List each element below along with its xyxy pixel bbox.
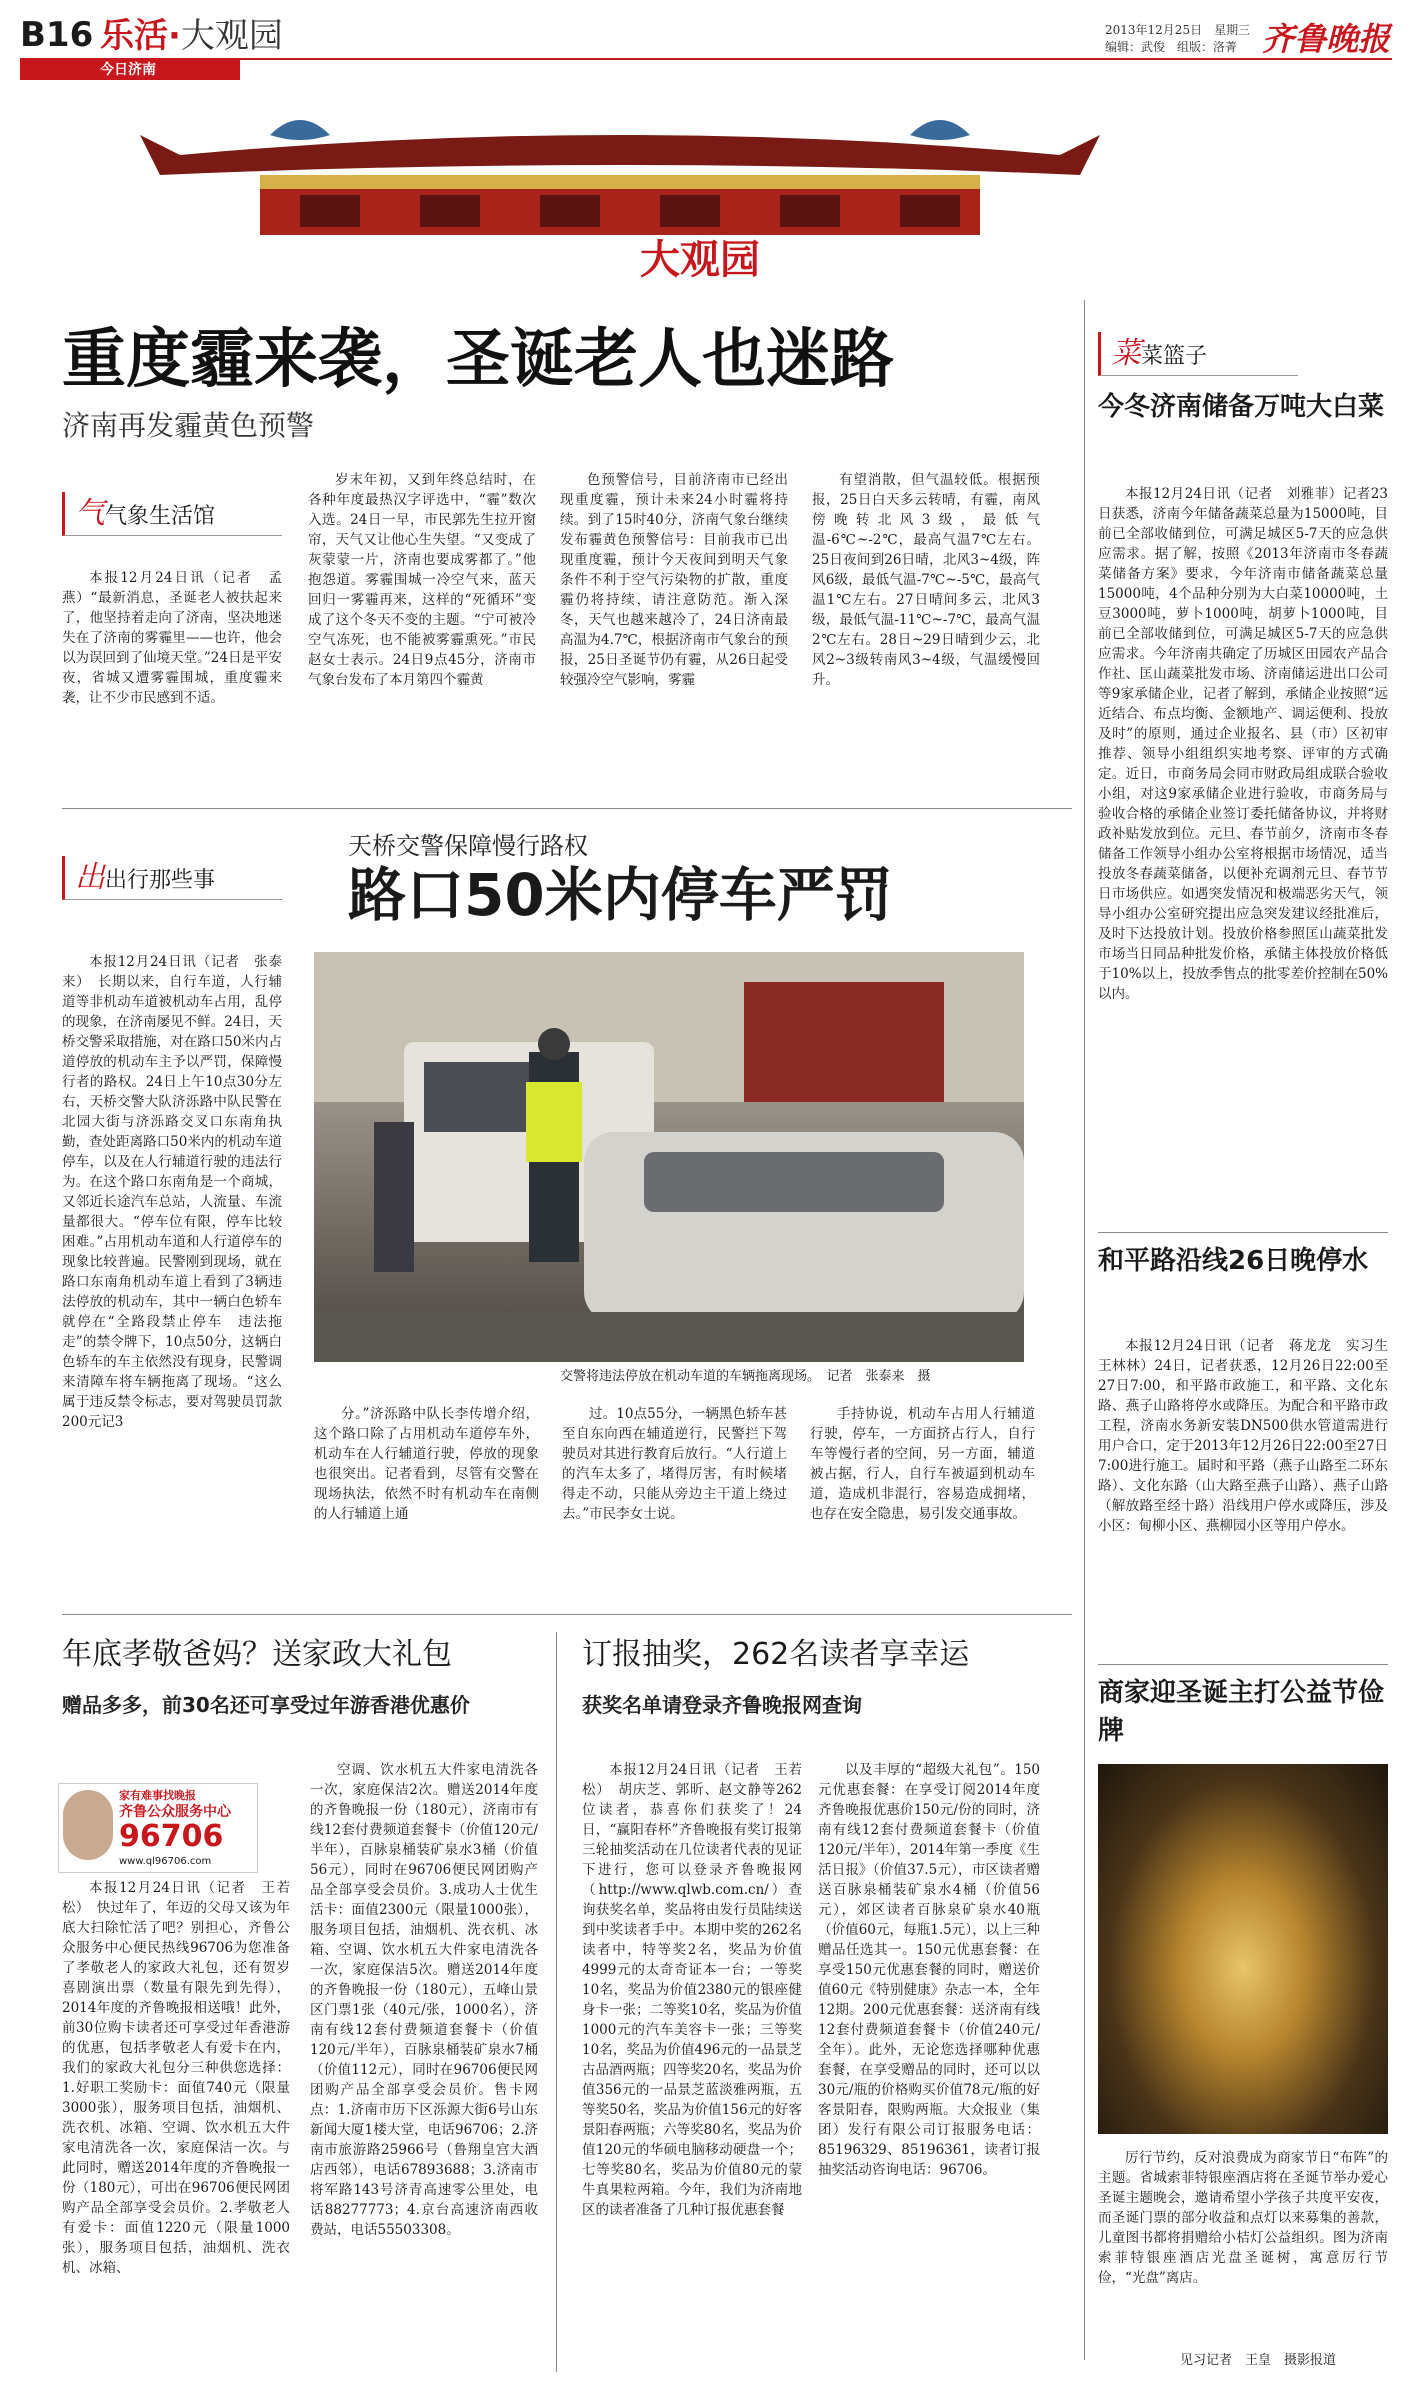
lottery-col-2: 以及丰厚的“超级大礼包”。150元优惠套餐：在享受订阅2014年度齐鲁晚报优惠价150元/份的同时，济南有线12套付费频道套餐卡（价值120元/半年），2014年第一季度《生活日报》（价值37.5元），市区读者赠送百脉泉桶装矿泉水4桶（价值56元），郊区读者百脉泉矿泉水40瓶（价值60元，每瓶1.5元），以上三种赠品任选其一。150元优惠套餐：在享受150元优惠套餐的同时，赠送价值60元《特别健康》杂志一本，全年12期。200元优惠套餐：送济南有线12套付费频道套餐卡（价值240元/全年）。此外，无论您选择哪种优惠套餐，在享受赠品的同时，还可以以30元/瓶的价格购买价值78元/瓶的好客景阳春，限购两瓶。大众报业（集团）发行有限公司订报服务电话：85196329、85196361，读者订报抽奖活动咨询电话：96706。 (818, 1762, 1040, 2178)
newspaper-logo: 齐鲁晚报 (1262, 20, 1391, 58)
hotline-avatar (63, 1790, 113, 1860)
main-col-3: 色预警信号，目前济南市已经出现重度霾，预计未来24小时霾将持续。到了15时40分，济南气象台继续发布霾黄色预警信号：目前我市已出现重度霾，预计今天夜间到明天气象条件不利于空气污染物的扩散，重度霾仍将持续，请注意防范。渐入深冬，天气也越来越冷了，24日济南最高温为4.7℃，根据济南市气象台的预报，25日圣诞节仍有霾，从26日起受较强冷空气影响，雾霾 (560, 472, 788, 688)
badge-url: www.ql96706.com (119, 1856, 212, 1867)
gift-lottery-divider (556, 1632, 557, 2372)
tow-truck-photo (314, 952, 1024, 1362)
main-subhead: 济南再发霾黄色预警 (62, 409, 315, 442)
sidebar-column-label: 菜菜篮子 (1098, 332, 1298, 376)
sidebar-story1-title: 今冬济南储备万吨大白菜 (1098, 392, 1385, 422)
christmas-tree-photo (1098, 1764, 1388, 2134)
traffic-column-label: 出出行那些事 (62, 856, 282, 900)
sidebar-story2-body: 本报12月24日讯（记者 蒋龙龙 实习生 王林林）24日，记者获悉，12月26日22:00至27日7:00，和平路市政施工，和平路、文化东路、燕子山路将停水或降压。为配合和平路市政工程，济南水务新安装DN500供水管道需进行用户合口，定于2013年12月26日22:00至27日7:00进行施工。届时和平路（燕子山路至二环东路）、文化东路（山大路至燕子山路）、燕子山路（解放路至经十路）沿线用户停水或降压，涉及小区：甸柳小区、燕柳园小区等用户停水。 (1098, 1338, 1402, 1534)
sidebar-story3-title: 商家迎圣诞主打公益节俭牌 (1098, 1678, 1385, 1746)
traffic-photo-caption: 交警将违法停放在机动车道的车辆拖离现场。 记者 张泰来 摄 (560, 1369, 931, 1384)
sidebar-divider (1084, 300, 1085, 2360)
editor-credit: 编辑：武俊 组版：洛菁 (1105, 40, 1238, 54)
traffic-headline: 路口50米内停车严罚 (348, 861, 893, 929)
hotline-badge (58, 1783, 258, 1873)
weather-column-label: 气气象生活馆 (62, 492, 282, 536)
banner-title: 大观园 (640, 236, 760, 283)
traffic-col-3: 过。10点55分，一辆黑色轿车甚至自东向西在辅道逆行，民警拦下驾驶员对其进行教育后放行。“人行道上的汽车太多了，堵得厉害，有时候堵得走不动，只能从旁边主干道上绕过去。”市民李女士说。 (562, 1406, 787, 1522)
main-col-4: 有望消散，但气温较低。根据预报，25日白天多云转晴，有霾，南风傍晚转北风3级，最低气温-6℃~-2℃，最高气温7℃左右。25日夜间到26日晴，北风3~4级，阵风6级，最低气温-7℃~-5℃，最高气温1℃左右。27日晴间多云，北风3级，最低气温-11℃~-7℃，最高气温2℃左右。28日~29日晴到少云，北风2~3级转南风3~4级，气温缓慢回升。 (812, 472, 1040, 688)
section-rule (62, 808, 1072, 809)
header-info (1105, 22, 1250, 56)
section-rule (62, 1614, 1072, 1615)
tow-truck-scene (314, 952, 1024, 1362)
sidebar-rule (1098, 1664, 1388, 1665)
sidebar-story1-body: 本报12月24日讯（记者 刘雅菲）记者23日获悉，济南今年储备蔬菜总量为15000吨，目前已全部收储到位，可满足城区5-7天的应急供应需求。据了解，按照《2013年济南市冬春蔬菜储备方案》要求，今年济南市储备蔬菜总量15000吨，4个品种分别为大白菜10000吨，土豆3000吨，萝卜1000吨，胡萝卜1000吨，目前已全部收储到位，可满足城区5-7天的应急供应需求。今年济南共确定了历城区田园农产品合作社、匡山蔬菜批发市场、济南储运进出口公司等9家承储企业，记者了解到，承储企业按照“远近结合、布点均衡、金额地产、调运便利、投放及时”的原则，通过企业报名、县（市）区初审推荐、领导小组组织实地考察、评审的方式确定。近日，市商务局会同市财政局组成联合验收小组，对这9家承储企业进行验收，市商务局与验收合格的承储企业签订委托储备协议，并将财政补贴发放到位。元旦、春节前夕，济南市冬春储备工作领导小组办公室将根据市场情况，适当投放冬春蔬菜储备，以便补充调剂元旦、春节节日市场供应。如遇突发情况和极端恶劣天气，领导小组办公室研究提出应急突发建议经批准后，及时下达投放计划。投放价格参照匡山蔬菜批发市场当日同品种批发价格，承储主体投放价格低于10%以上，投放季售点的批零差价控制在50%以内。 (1098, 486, 1388, 1002)
traffic-col-2: 分。”济泺路中队长李传增介绍，这个路口除了占用机动车道停车外，机动车在人行辅道行驶，停放的现象也很突出。记者看到，尽管有交警在现场执法，依然不时有机动车在南侧的人行辅道上通 (314, 1406, 539, 1522)
gift-headline: 年底孝敬爸妈？送家政大礼包 (62, 1637, 452, 1672)
main-col-2: 岁末年初，又到年终总结时，在各种年度最热汉字评选中，“霾”数次入选。24日一早，市民郭先生拉开窗帘，天气又让他心生失望。“又变成了灰蒙蒙一片，济南也要成雾都了。”他抱怨道。雾霾围城一冷空气来，蓝天回归一雾霾再来，这样的“死循环”变成了这个冬天不变的主题。“宁可被冷空气冻死，也不能被雾霾熏死。”市民赵女士表示。24日9点45分，济南市气象台发布了本月第四个霾黄 (308, 472, 536, 688)
issue-date: 2013年12月25日 星期三 (1105, 23, 1251, 37)
main-col-1: 本报12月24日讯（记者 孟燕）“最新消息，圣诞老人被扶起来了，他坚持着走向了济南，坚决地迷失在了济南的雾霾里——也许，他会以为误回到了仙境天堂。”24日是平安夜，省城又遭雾霾围城，重度霾来袭，让不少市民感到不适。 (62, 570, 282, 706)
badge-line1: 家有难事找晚报 (119, 1789, 196, 1802)
lottery-headline: 订报抽奖，262名读者享幸运 (582, 1637, 970, 1672)
lottery-subhead: 获奖名单请登录齐鲁晚报网查询 (582, 1693, 862, 1717)
page-number: B16 (20, 15, 94, 55)
traffic-col-1: 本报12月24日讯（记者 张泰来） 长期以来，自行车道，人行辅道等非机动车道被机动车占用，乱停的现象，在济南屡见不鲜。24日，天桥交警采取措施，对在路口50米内占道停放的机动车主予以严罚，保障慢行者的路权。24日上午10点30分左右，天桥交警大队济泺路中队民警在北园大街与济泺路交叉口东南角执勤，查处距离路口50米内的机动车道停车，以及在人行辅道行驶的违法行为。在这个路口东南角是一个商城，又邻近长途汽车总站，人流量、车流量都很大。“停车位有限，停车比较困难。”占用机动车道和人行道停车的现象比较普遍。民警刚到现场，就在路口东南角机动车道上看到了3辆违法停放的机动车，其中一辆白色轿车就停在“全路段禁止停车 违法拖走”的禁令牌下，10点50分，这辆白色轿车的车主依然没有现身，民警调来清障车将车辆拖离了现场。“这么属于违反禁令标志，要对驾驶员罚款200元记3 (62, 954, 282, 1430)
sidebar-rule (1098, 1232, 1388, 1233)
section-tag: 今日济南 (20, 60, 240, 80)
traffic-col-4: 手持协说，机动车占用人行辅道行驶，停车，一方面挤占行人，自行车等慢行者的空间，另一方面，辅道被占据，行人，自行车被逼到机动车道，造成机非混行，容易造成拥堵，也存在安全隐患，易引发交通事故。 (810, 1406, 1035, 1522)
gift-col-2: 空调、饮水机五大件家电清洗各一次，家庭保洁2次。赠送2014年度的齐鲁晚报一份（180元），济南市有线12套付费频道套餐卡（价值120元/半年），百脉泉桶装矿泉水3桶（价值56元），同时在96706便民网团购产品全部享受会员价。3.成功人士优生活卡：面值2300元（限量1000张），服务项目包括，油烟机、洗衣机、冰箱、空调、饮水机五大件家电清洗各一次，家庭保洁5次。赠送2014年度的齐鲁晚报一份（180元），五峰山景区门票1张（40元/张，1000名），济南有线12套付费频道套餐卡（价值120元/半年），百脉泉桶装矿泉水7桶（价值112元），同时在96706便民网团购产品全部享受会员价。售卡网点：1.济南市历下区泺源大街6号山东新闻大厦1楼大堂，电话96706；2.济南市旅游路25966号（鲁翔皇宫大酒店西邻），电话67893688；3.济南市将军路143号济青高速零公里处，电话88277773；4.京台高速济南西收费站，电话55503308。 (310, 1762, 538, 2238)
section-title: 乐活·大观园 (100, 16, 283, 56)
badge-line2: 齐鲁公众服务中心 (119, 1804, 231, 1820)
gift-col-1: 本报12月24日讯（记者 王若松） 快过年了，年迈的父母又该为年底大扫除忙活了吧？别担心，齐鲁公众服务中心便民热线96706为您准备了孝敬老人的家政大礼包，还有贺岁喜剧演出票（数量有限先到先得），2014年度的齐鲁晚报相送哦！此外，前30位购卡读者还可享受过年香港游的优惠，包括孝敬老人有爱卡在内，我们的家政大礼包分三种供您选择：1.好职工奖励卡：面值740元（限量3000张），服务项目包括，油烟机、洗衣机、冰箱、空调、饮水机五大件家电清洗各一次，家庭保洁一次。与此同时，赠送2014年度的齐鲁晚报一份（180元），可出在96706便民网团购产品全部享受会员价。2.孝敬老人有爱卡：面值1220元（限量1000张），服务项目包括，油烟机、洗衣机、冰箱、 (62, 1880, 290, 2276)
lottery-col-1: 本报12月24日讯（记者 王若松） 胡庆芝、郭昕、赵文静等262位读者，恭喜你们获奖了！24日，“赢阳春杯”齐鲁晚报有奖订报第三轮抽奖活动在几位读者代表的见证下进行，您可以登录齐鲁晚报网（http://www.qlwb.com.cn/）查询获奖名单，奖品将由发行员陆续送到中奖读者手中。本期中奖的262名读者中，特等奖2名，奖品为价值4999元的太奇奇证本一台；一等奖10名，奖品为价值2380元的银座健身卡一张；二等奖10名，奖品为价值1000元的汽车美容卡一张；三等奖10名，奖品为价值496元的一品景芝古品酒两瓶；四等奖20名，奖品为价值356元的一品景芝蓝淡雅两瓶，五等奖50名，奖品为价值156元的好客景阳春两瓶；六等奖80名，奖品为价值120元的华硕电脑移动硬盘一个；七等奖80名，奖品为价值80元的蒙牛真果粒两箱。今年，我们为济南地区的读者准备了几种订报优惠套餐 (582, 1762, 802, 2218)
gift-subhead: 赠品多多，前30名还可享受过年游香港优惠价 (62, 1693, 470, 1717)
sidebar-photo-credit: 见习记者 王皇 摄影报道 (1180, 2353, 1337, 2368)
sidebar-story3-body: 厉行节约，反对浪费成为商家节日“布阵”的主题。省城索菲特银座酒店将在圣诞节举办爱心圣诞主题晚会，邀请希望小学孩子共度平安夜，而圣诞门票的部分收益和点灯以来募集的善款，儿童图书都将捐赠给小桔灯公益组织。图为济南索菲特银座酒店光盘圣诞树，寓意厉行节俭，“光盘”离店。 (1098, 2150, 1388, 2286)
traffic-kicker: 天桥交警保障慢行路权 (348, 832, 588, 860)
sidebar-story2-title: 和平路沿线26日晚停水 (1098, 1246, 1369, 1276)
main-headline: 重度霾来袭，圣诞老人也迷路 (62, 323, 894, 397)
badge-number: 96706 (119, 1819, 224, 1854)
